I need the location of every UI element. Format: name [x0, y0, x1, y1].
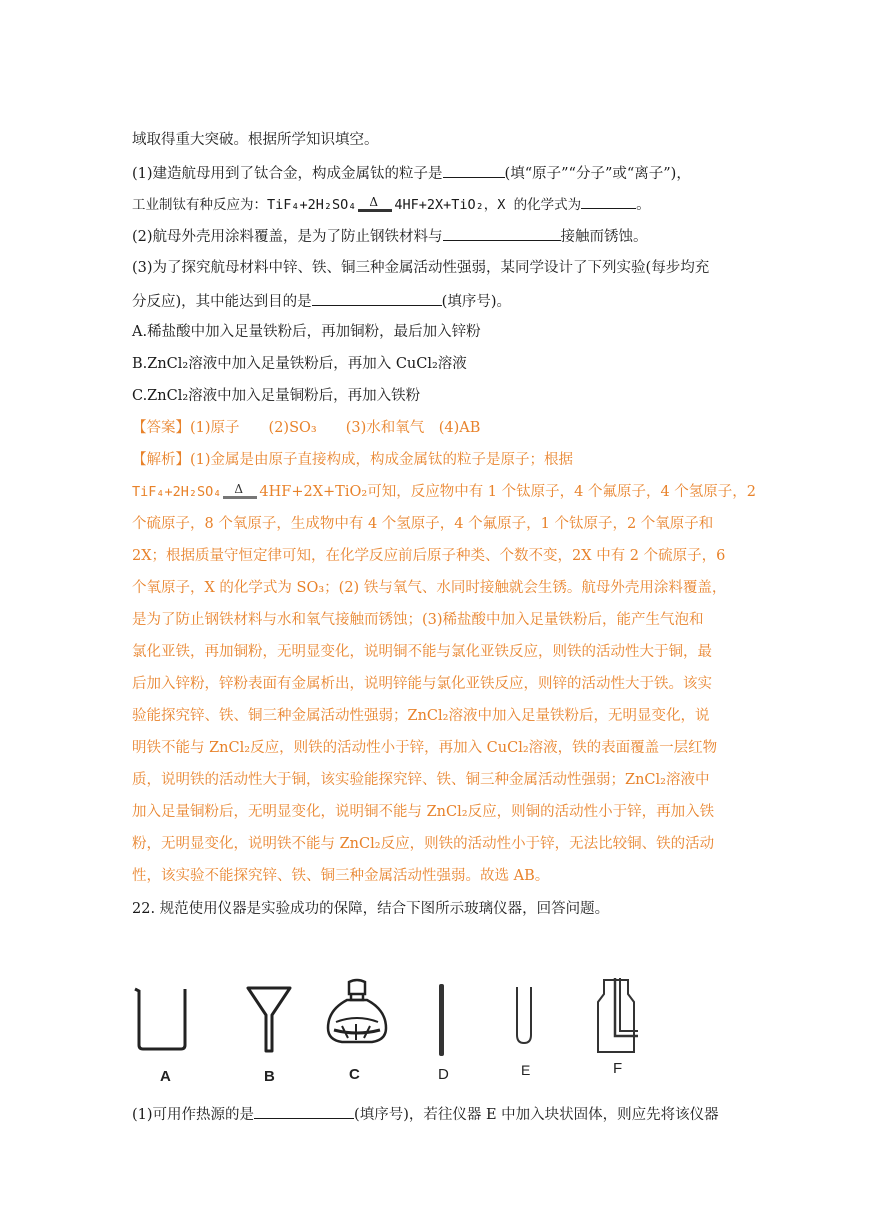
explanation-line: 验能探究锌、铁、铜三种金属活动性强弱；ZnCl₂溶液中加入足量铁粉后，无明显变化，说	[132, 708, 710, 724]
instrument-label-d: D	[438, 1066, 449, 1083]
option-b: B.ZnCl₂溶液中加入足量铁粉后，再加入 CuCl₂溶液	[132, 356, 467, 372]
instrument-label-b: B	[264, 1068, 275, 1085]
explanation-line: 后加入锌粉，锌粉表面有金属析出，说明锌能与氯化亚铁反应，则锌的活动性大于铁。该实	[132, 676, 712, 692]
blank-2	[581, 194, 636, 209]
funnel-icon	[245, 985, 293, 1055]
explanation-line: TiF₄+2H₂SO₄ Δ 4HF+2X+TiO₂可知，反应物中有 1 个钛原子，4 个氟原子，4 个氢原子，2	[132, 482, 757, 500]
heating-condition-symbol: Δ	[221, 483, 259, 501]
question-2: (2)航母外壳用涂料覆盖，是为了防止钢铁材料与 接触而锈蚀。	[132, 226, 648, 246]
instrument-label-a: A	[160, 1068, 171, 1085]
blank-5	[254, 1104, 354, 1119]
explanation-line: 加入足量铜粉后，无明显变化，说明铜不能与 ZnCl₂反应，则铜的活动性小于锌，再加入铁	[132, 804, 715, 820]
explanation-line: 个氧原子，X 的化学式为 SO₃；(2) 铁与氧气、水同时接触就会生锈。航母外壳用涂料覆盖，	[132, 580, 727, 596]
explanation-line: 氯化亚铁，再加铜粉，无明显变化，说明铜不能与氯化亚铁反应，则铁的活动性大于铜，最	[132, 644, 712, 660]
option-a: A.稀盐酸中加入足量铁粉后，再加铜粉，最后加入锌粉	[132, 324, 481, 340]
explanation-line: 个硫原子，8 个氧原子，生成物中有 4 个氢原子，4 个氟原子，1 个钛原子，2 个氧原子和	[132, 516, 714, 532]
heating-condition-symbol: Δ	[356, 196, 394, 214]
instrument-label-e: E	[521, 1062, 531, 1078]
blank-1	[443, 163, 505, 178]
explanation-line: 2X；根据质量守恒定律可知，在化学反应前后原子种类、个数不变，2X 中有 2 个硫原子，6	[132, 548, 726, 564]
explanation-line: 【解析】(1)金属是由原子直接构成，构成金属钛的粒子是原子；根据	[132, 452, 574, 468]
explanation-line: 质，说明铁的活动性大于铜，该实验能探究锌、铁、铜三种金属活动性强弱；ZnCl₂溶液中	[132, 772, 710, 788]
explanation-line: 粉，无明显变化，说明铁不能与 ZnCl₂反应，则铁的活动性小于锌，无法比较铜、铁的活动	[132, 836, 715, 852]
question-22: 22. 规范使用仪器是实验成功的保障，结合下图所示玻璃仪器，回答问题。	[132, 901, 610, 917]
beaker-icon	[131, 985, 193, 1053]
explanation-line: 是为了防止钢铁材料与水和氧气接触而锈蚀；(3)稀盐酸中加入足量铁粉后，能产生气泡和	[132, 612, 704, 628]
blank-4	[312, 291, 442, 306]
question-1-part-b: 工业制钛有种反应为：TiF₄+2H₂SO₄ Δ 4HF+2X+TiO₂，X 的化学式为 。	[132, 195, 651, 213]
test-tube-icon	[513, 985, 535, 1045]
answer-line: 【答案】(1)原子 (2)SO₃ (3)水和氧气 (4)AB	[132, 420, 481, 436]
question-3-line-2: 分反应)，其中能达到目的是 (填序号)。	[132, 291, 511, 311]
question-1-part-a: (1)建造航母用到了钛合金，构成金属钛的粒子是 (填“原子”“分子”或“离子”)，	[132, 163, 691, 183]
glass-rod-icon	[434, 982, 450, 1058]
question-3-line-1: (3)为了探究航母材料中锌、铁、铜三种金属活动性强弱，某同学设计了下列实验(每步均充	[132, 260, 710, 276]
text-line: 域取得重大突破。根据所学知识填空。	[132, 132, 379, 148]
question-22-part-1: (1)可用作热源的是 (填序号)，若往仪器 E 中加入块状固体，则应先将该仪器	[132, 1104, 719, 1124]
instrument-label-f: F	[613, 1060, 623, 1077]
instrument-label-c: C	[349, 1066, 360, 1083]
blank-3	[443, 226, 561, 241]
explanation-line: 明铁不能与 ZnCl₂反应，则铁的活动性小于锌，再加入 CuCl₂溶液，铁的表面覆盖一层红物	[132, 740, 718, 756]
gas-bottle-icon	[588, 976, 644, 1058]
explanation-line: 性，该实验不能探究锌、铁、铜三种金属活动性强弱。故选 AB。	[132, 868, 550, 884]
option-c: C.ZnCl₂溶液中加入足量铜粉后，再加入铁粉	[132, 388, 421, 404]
alcohol-lamp-icon	[322, 978, 392, 1050]
